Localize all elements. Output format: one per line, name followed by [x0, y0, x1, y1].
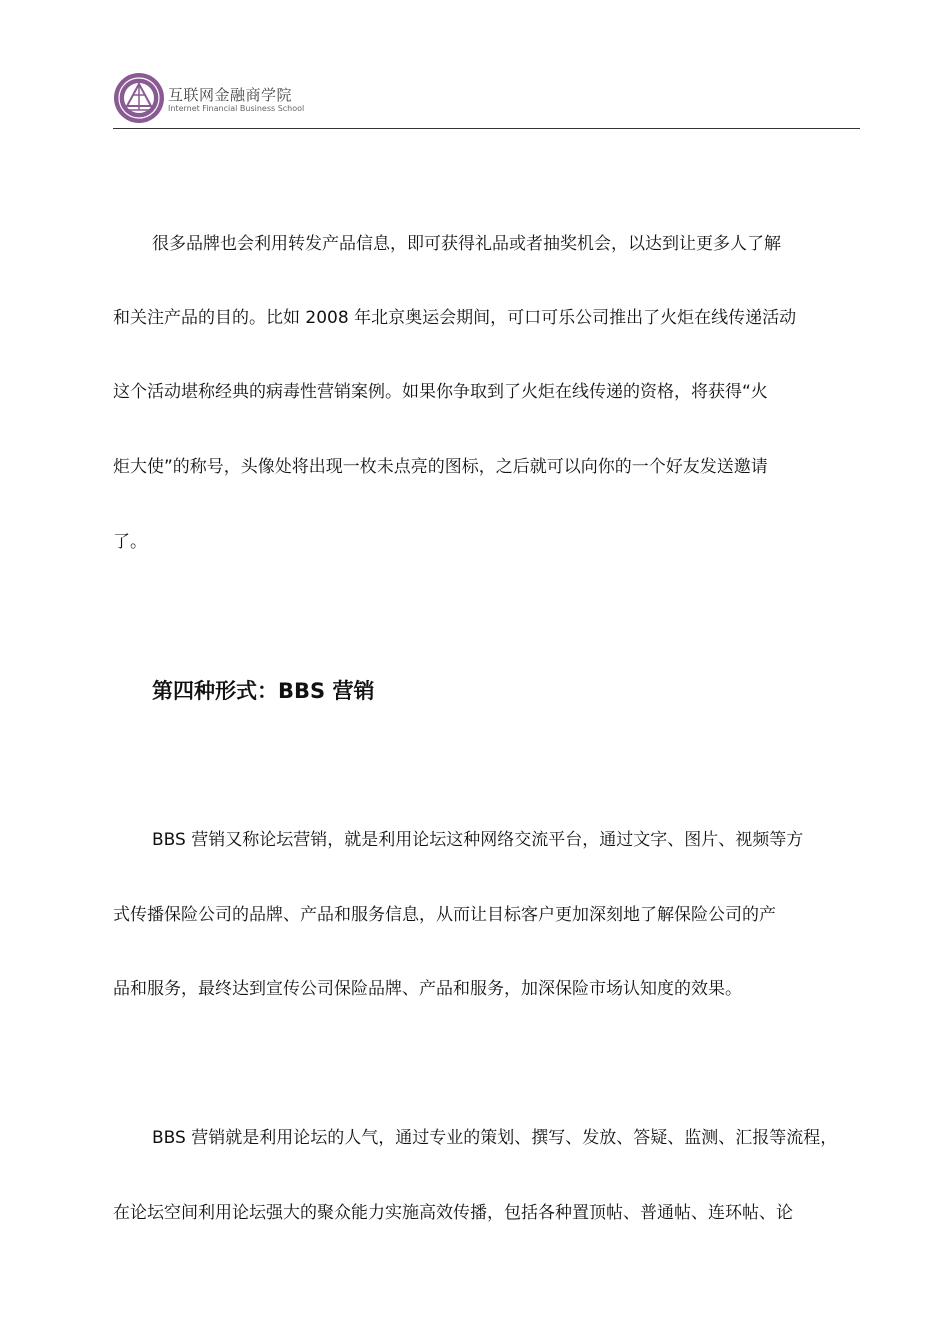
school-seal-logo	[113, 72, 165, 124]
paragraph-2-line-1: BBS 营销又称论坛营销，就是利用论坛这种网络交流平台，通过文字、图片、视频等方	[152, 830, 804, 850]
paragraph-1-line-4: 炬大使”的称号，头像处将出现一枚未点亮的图标，之后就可以向你的一个好友发送邀请	[113, 457, 768, 477]
paragraph-2-line-2: 式传播保险公司的品牌、产品和服务信息，从而让目标客户更加深刻地了解保险公司的产	[113, 905, 776, 925]
brand-name-english: Internet Financial Business School	[168, 104, 305, 113]
brand-name-chinese: 互联网金融商学院	[168, 86, 293, 104]
paragraph-2-line-3: 品和服务，最终达到宣传公司保险品牌、产品和服务，加深保险市场认知度的效果。	[113, 979, 742, 999]
page-header	[113, 70, 860, 130]
section-heading: 第四种形式：BBS 营销	[152, 679, 375, 703]
paragraph-3-line-2: 在论坛空间利用论坛强大的聚众能力实施高效传播，包括各种置顶帖、普通帖、连环帖、论	[113, 1203, 793, 1223]
paragraph-1-line-5: 了。	[113, 532, 147, 552]
header-divider	[113, 128, 860, 129]
paragraph-1-line-1: 很多品牌也会利用转发产品信息，即可获得礼品或者抽奖机会，以达到让更多人了解	[152, 234, 781, 254]
paragraph-3-line-1: BBS 营销就是利用论坛的人气，通过专业的策划、撰写、发放、答疑、监测、汇报等流程，	[152, 1128, 838, 1148]
paragraph-1-line-2: 和关注产品的目的。比如 2008 年北京奥运会期间，可口可乐公司推出了火炬在线传递活动	[113, 308, 797, 328]
paragraph-1-line-3: 这个活动堪称经典的病毒性营销案例。如果你争取到了火炬在线传递的资格，将获得“火	[113, 382, 768, 402]
